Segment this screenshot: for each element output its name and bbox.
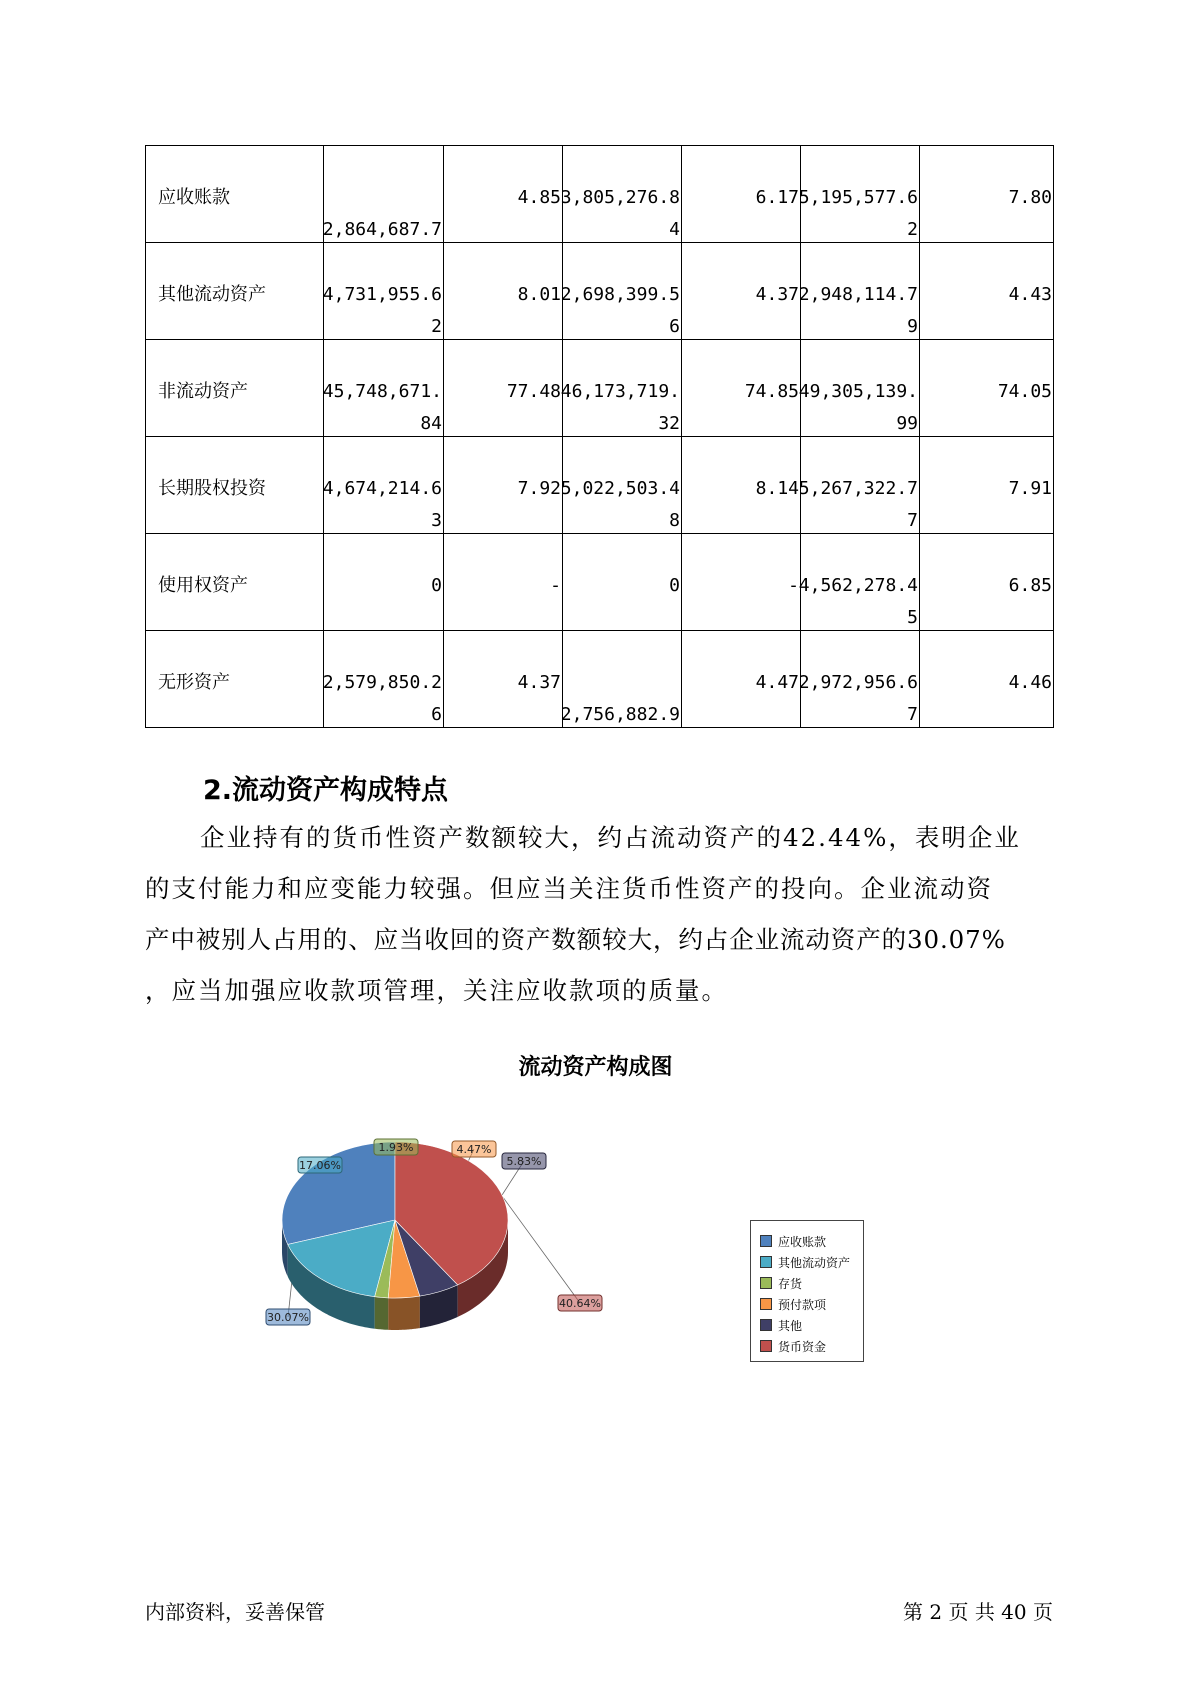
data-label: 5.83% (506, 1155, 542, 1168)
value-cell (798, 243, 920, 340)
cell-value: 9 (907, 316, 918, 337)
value-cell (798, 340, 920, 437)
value-cell (563, 534, 682, 631)
cell-value: 7 (907, 704, 918, 725)
legend-item (760, 1254, 850, 1272)
legend-label: 其他 (778, 1319, 803, 1333)
cell-value: 6 (431, 704, 442, 725)
legend-item (760, 1338, 826, 1356)
legend-swatch (760, 1235, 772, 1247)
cell-value: 6 (669, 316, 680, 337)
cell-value: 3 (431, 510, 442, 531)
cell-value: 7.80 (1008, 187, 1052, 208)
value-cell (798, 437, 920, 534)
value-cell (444, 631, 563, 728)
cell-value: 74.05 (997, 381, 1052, 402)
value-cell (682, 146, 801, 243)
legend-swatch (760, 1298, 772, 1310)
data-label: 17.06% (299, 1159, 341, 1172)
cell-value: 5,022,503.4 (560, 478, 680, 499)
value-cell (324, 631, 444, 728)
cell-value: 4.43 (1008, 284, 1052, 305)
cell-value: 8 (669, 510, 680, 531)
value-cell (560, 340, 682, 437)
value-cell (324, 534, 444, 631)
cell-value: 74.85 (744, 381, 799, 402)
cell-value: 0 (669, 575, 680, 596)
chart-title: 流动资产构成图 (518, 1054, 673, 1080)
value-cell (560, 631, 682, 728)
legend-swatch (760, 1319, 772, 1331)
value-cell (798, 631, 920, 728)
table-row (146, 243, 1054, 340)
row-label: 使用权资产 (158, 575, 248, 596)
paragraph-line: 的支付能力和应变能力较强。但应当关注货币性资产的投向。企业流动资 (145, 874, 993, 903)
section-heading: 2.流动资产构成特点 (203, 775, 449, 806)
legend-item (760, 1275, 802, 1293)
cell-value: 4.37 (755, 284, 799, 305)
legend-swatch (760, 1277, 772, 1289)
row-label: 应收账款 (158, 187, 230, 208)
value-cell (444, 340, 563, 437)
value-cell (682, 437, 801, 534)
table-row (146, 146, 1054, 243)
footer-page-number: 第 2 页 共 40 页 (903, 1600, 1053, 1624)
cell-value: 46,173,719. (560, 381, 680, 402)
financial-table (145, 145, 1054, 728)
cell-value: 6.85 (1008, 575, 1052, 596)
cell-value: 45,748,671. (322, 381, 442, 402)
value-cell (444, 146, 563, 243)
cell-value: 5 (907, 607, 918, 628)
value-cell (560, 243, 682, 340)
cell-value: 49,305,139. (798, 381, 918, 402)
cell-value: 4.46 (1008, 672, 1052, 693)
chart-legend (750, 1220, 864, 1362)
value-cell (798, 534, 920, 631)
value-cell (324, 340, 444, 437)
value-cell (444, 534, 563, 631)
section-paragraph (145, 812, 1055, 1016)
cell-value: 2,579,850.2 (322, 672, 442, 693)
cell-value: 7.91 (1008, 478, 1052, 499)
cell-value: 2,756,882.9 (560, 704, 680, 725)
cell-value: 4 (669, 219, 680, 240)
cell-value: 32 (658, 413, 680, 434)
legend-label: 应收账款 (778, 1235, 827, 1249)
table-row (146, 437, 1054, 534)
legend-swatch (760, 1256, 772, 1268)
legend-item (760, 1233, 826, 1251)
cell-value: 2 (907, 219, 918, 240)
cell-value: 84 (420, 413, 442, 434)
legend-item (760, 1317, 802, 1335)
value-cell (682, 243, 801, 340)
cell-value: - (550, 575, 561, 596)
cell-value: 2,972,956.6 (798, 672, 918, 693)
cell-value: 7 (907, 510, 918, 531)
legend-label: 存货 (778, 1277, 803, 1291)
cell-value: 8.01 (517, 284, 561, 305)
data-label: 4.47% (456, 1143, 492, 1156)
value-cell (920, 340, 1054, 437)
legend-label: 预付款项 (778, 1298, 827, 1312)
value-cell (920, 534, 1054, 631)
cell-value: 4.47 (755, 672, 799, 693)
cell-value: 2 (431, 316, 442, 337)
cell-value: 4,674,214.6 (322, 478, 442, 499)
value-cell (920, 437, 1054, 534)
row-label: 长期股权投资 (158, 478, 266, 499)
value-cell (682, 340, 801, 437)
row-label-cell (146, 437, 324, 534)
table-row (146, 340, 1054, 437)
value-cell (682, 631, 801, 728)
paragraph-line: 企业持有的货币性资产数额较大，约占流动资产的42.44%，表明企业 (200, 823, 1021, 852)
table-row (146, 631, 1054, 728)
cell-value: 4,562,278.4 (798, 575, 918, 596)
value-cell (324, 243, 444, 340)
paragraph-line: 产中被别人占用的、应当收回的资产数额较大，约占企业流动资产的30.07% (145, 925, 1006, 954)
table-row (146, 534, 1054, 631)
value-cell (560, 146, 682, 243)
cell-value: 4.37 (517, 672, 561, 693)
cell-value: 2,948,114.7 (798, 284, 918, 305)
cell-value: 99 (896, 413, 918, 434)
pie-slice-side (388, 1296, 420, 1330)
cell-value: 2,864,687.7 (322, 219, 442, 240)
value-cell (444, 437, 563, 534)
value-cell (560, 437, 682, 534)
cell-value: 7.92 (517, 478, 561, 499)
value-cell (920, 146, 1054, 243)
value-cell (324, 437, 444, 534)
label-leader-line (503, 1197, 580, 1303)
value-cell (324, 146, 444, 243)
legend-item (760, 1296, 826, 1314)
cell-value: 2,698,399.5 (560, 284, 680, 305)
row-label-cell (146, 243, 324, 340)
cell-value: 3,805,276.8 (560, 187, 680, 208)
cell-value: 77.48 (506, 381, 561, 402)
paragraph-line: ，应当加强应收款项管理，关注应收款项的质量。 (145, 976, 728, 1005)
value-cell (444, 243, 563, 340)
cell-value: - (788, 575, 799, 596)
cell-value: 0 (431, 575, 442, 596)
legend-swatch (760, 1340, 772, 1352)
row-label: 非流动资产 (158, 381, 248, 402)
row-label-cell (146, 146, 324, 243)
pie-slice-side (375, 1297, 389, 1330)
value-cell (920, 631, 1054, 728)
pie-chart (240, 1095, 660, 1345)
data-label: 40.64% (559, 1297, 601, 1310)
row-label: 无形资产 (158, 672, 230, 693)
row-label-cell (146, 631, 324, 728)
data-label: 1.93% (378, 1141, 414, 1154)
cell-value: 5,267,322.7 (798, 478, 918, 499)
data-label: 30.07% (267, 1311, 309, 1324)
cell-value: 4.85 (517, 187, 561, 208)
row-label: 其他流动资产 (158, 284, 266, 305)
value-cell (798, 146, 920, 243)
value-cell (920, 243, 1054, 340)
footer-left: 内部资料，妥善保管 (145, 1600, 325, 1624)
cell-value: 4,731,955.6 (322, 284, 442, 305)
cell-value: 6.17 (755, 187, 799, 208)
row-label-cell (146, 534, 324, 631)
legend-label: 其他流动资产 (778, 1256, 851, 1270)
cell-value: 8.14 (755, 478, 799, 499)
legend-label: 货币资金 (778, 1340, 827, 1354)
row-label-cell (146, 340, 324, 437)
cell-value: 5,195,577.6 (798, 187, 918, 208)
value-cell (682, 534, 801, 631)
